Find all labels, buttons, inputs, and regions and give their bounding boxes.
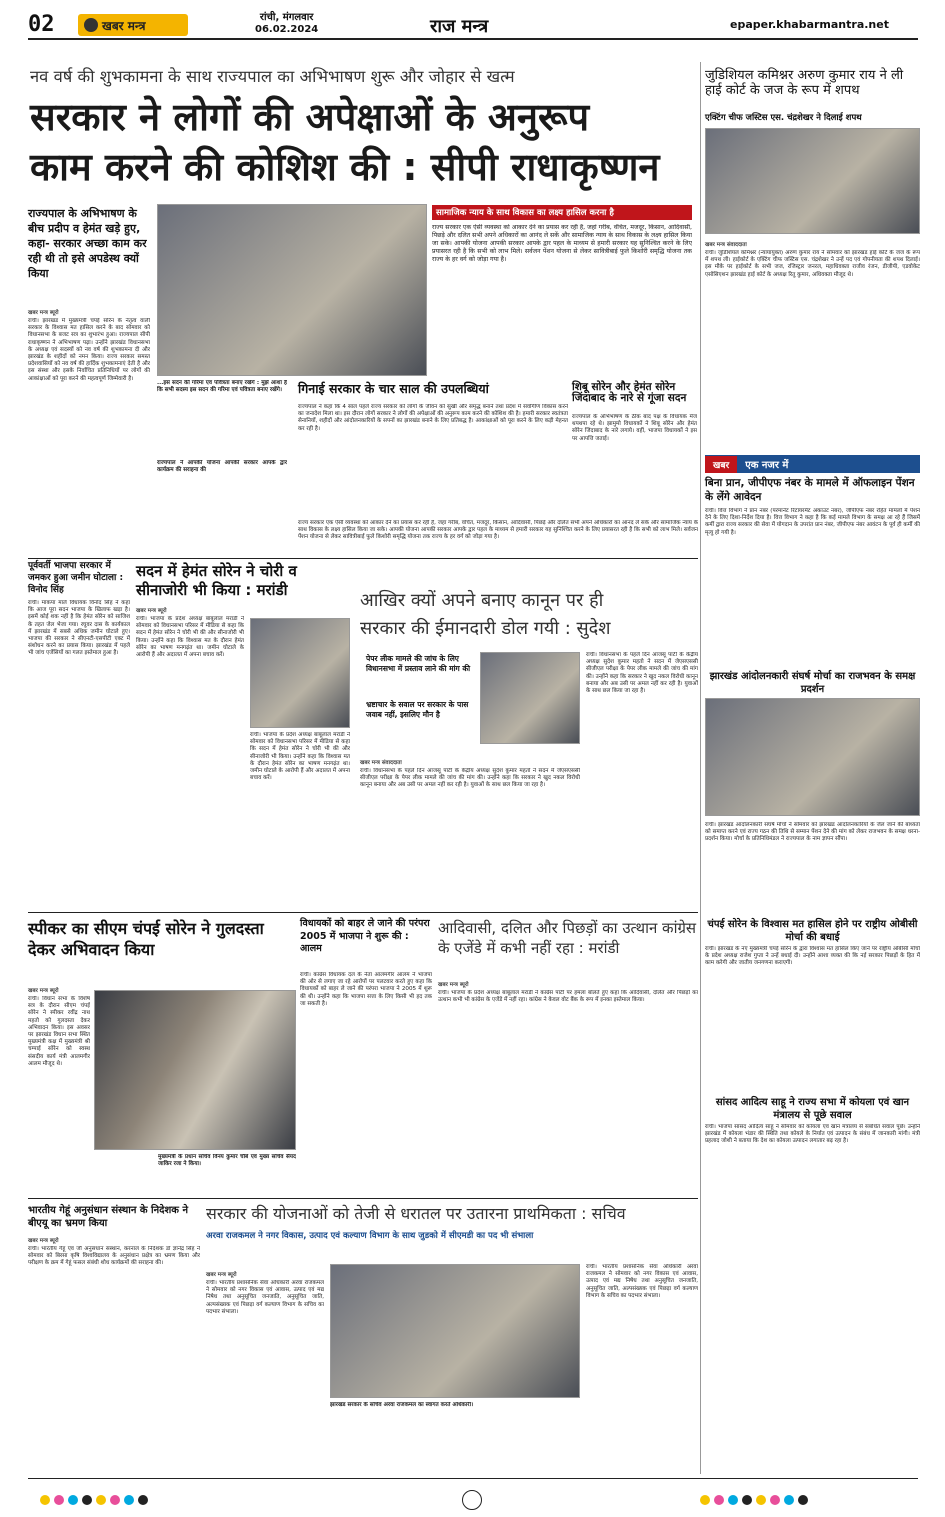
secretary-caption: झारखंड सरकार के सचिव अरवा राजकमल का स्वागत करते अधिकारी। bbox=[330, 1402, 474, 1408]
ek-nazar-body: रांची। वित्त विभाग ने प्रान नंबर (परमानेंट रिटायरमेंट अकाउंट नंबर), जीपीएफ नंबर रहित मामलों में पेंशन देने के लिए दिशा-निर्देश दिया है। वित्त विभाग ने कहा है कि कई मामले विभाग के समक्ष आ रहे हैं जिसमें कर्मी द्वारा राज्य सरकार की सेवा में योगदान के उपरांत प्रान नंबर, जीपीएफ नंबर आवंटन के पूर्व ही कर्मी की मृत्यु हो गयी है। bbox=[705, 508, 920, 536]
masthead bbox=[0, 0, 945, 44]
gains-headline: गिनाई सरकार के चार साल की उपलब्धियां bbox=[298, 381, 489, 396]
issue-date: 06.02.2024 bbox=[255, 24, 319, 35]
alam-body: रांची। कांग्रेस विधायक दल के नेता आलमगीर आलम ने भाजपा की ओर से लगाए जा रहे आरोपों पर पलटवार करते हुए कहा कि विधायकों को बाहर ले जाने की परंपरा भाजपा ने 2005 में शुरू की थी। उन्होंने कहा कि भाजपा सत्ता के लिए किसी भी हद तक जा सकती है। bbox=[300, 972, 432, 1007]
secretary-body: रांची। भारतीय प्रशासनिक सेवा अधिकारी अरवा राजकमल ने सोमवार को नगर विकास एवं आवास, उत्पाद एवं मद्य निषेध तथा अनुसूचित जनजाति, अनुसूचित जाति, अल्पसंख्यक एवं पिछड़ा वर्ग कल्याण विभाग के सचिव का पदभार संभाला। bbox=[206, 1280, 324, 1315]
judge-subhead: एक्टिंग चीफ जस्टिस एस. चंद्रशेखर ने दिलाई शपथ bbox=[705, 113, 862, 123]
sudesh-bullet-2: भ्रष्टाचार के सवाल पर सरकार के पास जवाब नहीं, इसलिए मौन है bbox=[366, 700, 469, 719]
col-rule-right bbox=[700, 62, 701, 1474]
brand-logo bbox=[78, 14, 188, 36]
lead-subhead: राज्यपाल के अभिभाषण के बीच प्रदीप व हेमंत खड़े हुए, कहा- सरकार अच्छा काम कर रही थी तो इसे अपडेस्थ क्यों किया bbox=[28, 207, 147, 280]
btech-byline: खबर मन्त्र ब्यूरो bbox=[28, 1238, 59, 1244]
city-day: रांची, मंगलवार bbox=[259, 12, 314, 23]
aditya-headline: सांसद आदित्य साहू ने राज्य सभा में कोयला एवं खान मंत्रालय से पूछे सवाल bbox=[715, 1097, 910, 1121]
ek-nazar-banner bbox=[705, 455, 920, 473]
sudesh-body: रांची। विधानसभा के पहले दिन आजसू पार्टी के केंद्रीय अध्यक्ष सुदेश कुमार महतो ने सदन में जेएसएससी सीजीएल परीक्षा के पेपर लीक मामले की जांच की मांग की। उन्होंने कहा कि सरकार ने खुद नकल विरोधी कानून बनाया और अब उसी पर अमल नहीं कर रही है। युवाओं के साथ छल किया जा रहा है। bbox=[360, 768, 580, 789]
marandi-body-2: रांची। भाजपा के प्रदेश अध्यक्ष बाबूलाल मरांडी ने सोमवार को विधानसभा परिसर में मीडिया से कहा कि सदन में हेमंत सोरेन ने चोरी भी की और सीनाजोरी भी किया। उन्होंने कहा कि विश्वास मत के दौरान हेमंत सोरेन का भाषण मनगढ़ंत था। जमीन घोटाले के आरोपी हैं और अदालत में अपना बचाव करें। bbox=[250, 732, 350, 782]
lead-continued: राज्य सरकार एक ऐसी व्यवस्था को आकार देने का प्रयास कर रही है, जहां गरीब, वंचित, मजदूर, किसान, आदिवासी, पिछड़े और दलित सभी अपने अधिकारों का आनंद ले सकें और सामाजिक न्याय के साथ विकास के लक्ष्य हासिल किया जा सके। आपकी योजना आपकी सरकार आपके द्वार पहल के माध्यम से हमारी सरकार यह सुनिश्चित करने के लिए प्रयासरत रही है कि सभी को लाभ मिले। सर्वजन पेंशन योजना से लेकर सावित्रीबाई फुले किशोरी समृद्धि योजना तक राज्य के हर वर्ग को जोड़ा गया है। bbox=[298, 520, 698, 541]
secretary-photo bbox=[330, 1264, 580, 1398]
bouquet-photo bbox=[94, 990, 296, 1150]
brand-name: खबर मन्त्र bbox=[102, 18, 146, 33]
rally-headline: झारखंड आंदोलनकारी संघर्ष मोर्चा का राजभवन के समक्ष प्रदर्शन bbox=[709, 671, 916, 695]
speaker-body: रांची। विधान सभा के विशेष सत्र के दौरान सीएम चंपई सोरेन ने स्पीकर रवींद्र नाथ महतो को गुलदस्ता देकर अभिवादन किया। इस अवसर पर झारखंड विधान सभा स्थित मुख्यमंत्री कक्ष में मुख्यमंत्री श्री चम्पाई सोरेन को स्वस्थ संसदीय कार्य मंत्री आलमगीर आलम मौजूद थे। bbox=[28, 996, 90, 1067]
color-registration-dot bbox=[700, 1495, 710, 1505]
lead-body-col2: राज्य सरकार एक ऐसी व्यवस्था को आकार देने का प्रयास कर रही है, जहां गरीब, वंचित, मजदूर, किसान, आदिवासी, पिछड़े और दलित सभी अपने अधिकारों का आनंद ले सकें और सामाजिक न्याय के साथ विकास के लक्ष्य हासिल किया जा सके। आपकी योजना आपकी सरकार आपके द्वार पहल के माध्यम से हमारी सरकार यह सुनिश्चित करने के लिए प्रयासरत रही है कि सभी को लाभ मिले। सर्वजन पेंशन योजना से लेकर सावित्रीबाई फुले किशोरी समृद्धि योजना तक राज्य के हर वर्ग को जोड़ा गया है। bbox=[432, 224, 692, 263]
sudesh-photo bbox=[480, 652, 580, 744]
gains-body: राज्यपाल ने कहा कि 4 साल पहले राज्य सरकार को लोगों के जीवन को सुखी और समृद्ध बनाने तथा प्रदेश में सर्वांगीण विकास करने का जनादेश मिला था। इस दौरान लोगों सरकार ने लोगों की अपेक्षाओं की अनुरूप काम करने की कोशिश की है। हमारी सरकार स्वतंत्रता सेनानियों, शहीदों और आंदोलनकारियों के सपनों का झारखंड बनाने के लिए प्रतिबद्ध है। आकांक्षाओं को पूरा करने के लिए कड़ी मेहनत कर रही है। bbox=[298, 404, 568, 432]
judge-body: रांची। जुडिशियल कमिश्नर (न्यायायुक्त) अरुण कुमार राय ने सोमवार को झारखंड हाई कोर्ट के जज के रूप में शपथ ली। हाईकोर्ट के एक्टिंग चीफ जस्टिस एस. चंद्रशेखर ने उन्हें पद एवं गोपनीयता की शपथ दिलाई। इस मौके पर हाईकोर्ट के सभी जज, रजिस्ट्रार जनरल, महाधिवक्ता राजीव रंजन, डीजीपी, एडवोकेट एसोसिएशन झारखंड हाई कोर्ट के अध्यक्ष रितु कुमार, अधिवक्ता मौजूद थे। bbox=[705, 250, 920, 278]
ek-nazar-tag: खबर bbox=[705, 456, 737, 473]
color-registration-dot bbox=[138, 1495, 148, 1505]
btech-headline: भारतीय गेहूं अनुसंधान संस्थान के निदेशक ने बीएयू का भ्रमण किया bbox=[28, 1205, 189, 1229]
color-registration-dot bbox=[798, 1495, 808, 1505]
marandi-headline: सदन में हेमंत सोरेन ने चोरी व सीनाजोरी भी किया : मरांडी bbox=[136, 562, 297, 599]
champai-headline: चंपई सोरेन के विश्वास मत हासिल होने पर राष्ट्रीय ओबीसी मोर्चा की बधाई bbox=[707, 919, 918, 943]
lead-caption: ...इस सदन की गरिमा एवं पवित्रता बनाए रखेंगे : मुझे आशा है कि सभी सदस्य इस सदन की गरिमा एवं पवित्रता बनाए रखेंगे। bbox=[157, 380, 287, 394]
row4-rule bbox=[28, 1198, 698, 1199]
speaker-caption: मुख्यमंत्री के प्रधान सचिव विनय कुमार चौबे एवं मुख्य सचिव सैयद जाकिर रजा ने किया। bbox=[158, 1154, 296, 1168]
color-registration-dot bbox=[82, 1495, 92, 1505]
color-registration-dot bbox=[40, 1495, 50, 1505]
secretary-body-right: रांची। भारतीय प्रशासनिक सेवा अधिकारी अरवा राजकमल ने सोमवार को नगर विकास एवं आवास, उत्पाद एवं मद्य निषेध तथा अनुसूचित जनजाति, अनुसूचित जाति, अल्पसंख्यक एवं पिछड़ा वर्ग कल्याण विभाग के सचिव का पदभार संभाला। bbox=[586, 1264, 698, 1299]
lead-headline-1: सरकार ने लोगों की अपेक्षाओं के अनुरूप bbox=[30, 95, 590, 139]
secretary-byline: खबर मन्त्र ब्यूरो bbox=[206, 1272, 237, 1278]
lead-headline-2: काम करने की कोशिश की : सीपी राधाकृष्णन bbox=[30, 145, 660, 189]
rally-body: रांची। झारखंड आंदोलनकारी संघर्ष मोर्चा ने सोमवार को झारखंड आंदोलनकारियों के जेल जाने की बाध्यता को समाप्त करने एवं राज्य गठन की तिथि से सम्मान पेंशन देने की मांग को लेकर राजभवन के समक्ष धरना-प्रदर्शन किया। मोर्चा के प्रतिनिधिमंडल ने राज्यपाल के नाम ज्ञापन सौंपा। bbox=[705, 822, 920, 843]
color-registration-dot bbox=[742, 1495, 752, 1505]
color-registration-dot bbox=[96, 1495, 106, 1505]
row2-rule bbox=[28, 558, 698, 559]
color-registration-dot bbox=[110, 1495, 120, 1505]
shibu-body: राज्यपाल के अभिभाषण के ठीक बाद पक्ष के विधायक मेज थपथपा रहे थे। झामुमो विधायकों ने शिबू सोरेन और हेमंत सोरेन जिंदाबाद के नारे लगाये। वहीं, भाजपा विधायकों ने इस पर आपत्ति जताई। bbox=[572, 414, 697, 442]
sudesh-body-right: रांची। विधानसभा के पहले दिन आजसू पार्टी के केंद्रीय अध्यक्ष सुदेश कुमार महतो ने सदन में जेएसएससी सीजीएल परीक्षा के पेपर लीक मामले की जांच की मांग की। उन्होंने कहा कि सरकार ने खुद नकल विरोधी कानून बनाया और अब उसी पर अमल नहीं कर रही है। युवाओं के साथ छल किया जा रहा है। bbox=[586, 652, 698, 695]
ek-nazar-label: एक नजर में bbox=[745, 460, 789, 471]
sudesh-bullet-1: पेपर लीक मामले की जांच के लिए विधानसभा में प्रस्ताव लाने की मांग की bbox=[366, 654, 471, 673]
color-registration-dot bbox=[714, 1495, 724, 1505]
registration-mark-icon bbox=[462, 1490, 482, 1510]
ek-nazar-headline: बिना प्रान, जीपीएफ नंबर के मामले में ऑफलाइन पेंशन के लेंगे आवेदन bbox=[705, 477, 915, 503]
color-registration-dot bbox=[68, 1495, 78, 1505]
logo-icon bbox=[84, 18, 98, 32]
secretary-subhead: अरवा राजकमल ने नगर विकास, उत्पाद एवं कल्याण विभाग के साथ जुडको में सीएमडी का पद भी संभाला bbox=[206, 1231, 534, 1241]
sunil-headline: पूर्ववर्ती भाजपा सरकार में जमकर हुआ जमीन घोटाला : विनोद सिंह bbox=[28, 561, 124, 595]
adivasi-body: रांची। भाजपा के प्रदेश अध्यक्ष बाबूलाल मरांडी ने कांग्रेस पार्टी पर हमला बोलते हुए कहा कि आदिवासी, दलित और पिछड़ों का उत्थान कभी भी कांग्रेस के एजेंडे में नहीं रहा। कांग्रेस ने केवल वोट बैंक के रूप में इनका इस्तेमाल किया। bbox=[438, 990, 698, 1004]
aditya-body: रांची। भाजपा सांसद आदित्य साहू ने सोमवार को कोयला एवं खान मंत्रालय से संबंधित सवाल पूछे। उन्होंने झारखंड में कोयला भंडार की स्थिति तथा कोयले के निर्यात एवं उत्पादन के संबंध में जानकारी मांगी। मंत्री प्रहलाद जोशी ने बताया कि देश का कोयला उत्पादन लगातार बढ़ रहा है। bbox=[705, 1124, 920, 1145]
adivasi-headline: आदिवासी, दलित और पिछड़ों का उत्थान कांग्रेस के एजेंडे में कभी नहीं रहा : मरांडी bbox=[438, 919, 697, 957]
shibu-headline: शिबू सोरेन और हेमंत सोरेन जिंदाबाद के नारे से गूंजा सदन bbox=[572, 381, 687, 405]
color-registration-dot bbox=[784, 1495, 794, 1505]
footer-dots-right bbox=[700, 1495, 808, 1505]
secretary-headline: सरकार की योजनाओं को तेजी से धरातल पर उतारना प्राथमिकता : सचिव bbox=[206, 1204, 626, 1223]
color-registration-dot bbox=[54, 1495, 64, 1505]
oath-photo bbox=[705, 128, 920, 234]
speaker-byline: खबर मन्त्र ब्यूरो bbox=[28, 988, 59, 994]
color-registration-dot bbox=[770, 1495, 780, 1505]
epaper-link[interactable]: epaper.khabarmantra.net bbox=[730, 18, 889, 31]
footer-dots-left bbox=[40, 1495, 148, 1505]
color-registration-dot bbox=[124, 1495, 134, 1505]
btech-body: रांची। भारतीय गेहूं एवं जौ अनुसंधान संस्थान, करनाल के निदेशक डॉ ज्ञानेंद्र सिंह ने सोमवार को बिरसा कृषि विश्वविद्यालय के अनुसंधान प्रक्षेत्र का भ्रमण किया और परीक्षण के क्रम में गेहूं फसल संबंधी शोध कार्यक्रमों की सराहना की। bbox=[28, 1246, 200, 1267]
rally-photo bbox=[705, 698, 920, 816]
adivasi-byline: खबर मन्त्र ब्यूरो bbox=[438, 982, 469, 988]
assembly-photo bbox=[157, 204, 427, 376]
lead-caption-2: राज्यपाल ने आपकी योजना आपकी सरकार आपके द्वार कार्यक्रम की सराहना की bbox=[157, 460, 287, 474]
marandi-photo bbox=[250, 618, 350, 728]
sudesh-headline-2: सरकार की ईमानदारी डोल गयी : सुदेश bbox=[360, 618, 611, 639]
champai-body: रांची। झारखंड के नए मुख्यमंत्री चंपई सोरेन के द्वारा विश्वास मत हासिल किए जाने पर राष्ट्रीय ओबीसी मोर्चा के प्रदेश अध्यक्ष राजेश गुप्ता ने उन्हें बधाई दी। उन्होंने आशा व्यक्त की कि नई सरकार पिछड़ों के हित में काम करेगी और जातीय जनगणना कराएगी। bbox=[705, 946, 920, 967]
lead-kicker: नव वर्ष की शुभकामना के साथ राज्यपाल का अभिभाषण शुरू और जोहार से खत्म bbox=[30, 67, 515, 86]
sudesh-byline: खबर मन्त्र संवाददाता bbox=[360, 760, 402, 766]
dateline bbox=[255, 12, 318, 36]
sunil-body: रांची। माकपा माले विधायक विनोद सिंह ने कहा कि आज पूरा सदन भाजपा के खिलाफ खड़ा है। इसमें कोई शक नहीं है कि हेमंत सोरेन को साजिश के तहत जेल भेजा गया। रघुवर दास के कार्यकाल में झारखंड में सबसे अधिक जमीन घोटाले हुए। भाजपा की सरकार ने सीएनटी-एसपीटी एक्ट में संशोधन करने का प्रयास किया। झारखंड में पहले भी जांच एजेंसियों का गलत इस्तेमाल हुआ है। bbox=[28, 600, 130, 657]
marandi-byline: खबर मन्त्र ब्यूरो bbox=[136, 608, 167, 614]
alam-headline: विधायकों को बाहर ले जाने की परंपरा 2005 में भाजपा ने शुरू की : आलम bbox=[300, 918, 430, 954]
lead-body-col1: रांची। झारखंड में मुख्यमंत्री चंपई सोरेन के नेतृत्व वाली सरकार के विश्वास मत हासिल करने के बाद सोमवार को विधानसभा के बजट सत्र का शुभारंभ हुआ। राज्यपाल सीपी राधाकृष्णन ने अभिभाषण पढ़ा। उन्होंने झारखंड विधानसभा के अध्यक्ष एवं सदस्यों को नव वर्ष की शुभकामना दी और झारखंड के शहीदों को नमन किया। राज्य सरकार समस्त प्रदेशवासियों को नव वर्ष की हार्दिक शुभकामनाएं देती है और इस संस्था और इसके निर्वाचित प्रतिनिधियों पर लोगों की आकांक्षाओं को पूरा करने की महत्वपूर्ण जिम्मेवारी है। bbox=[28, 318, 150, 382]
color-registration-dot bbox=[756, 1495, 766, 1505]
judge-byline: खबर मन्त्र संवाददाता bbox=[705, 242, 747, 248]
row3-rule bbox=[28, 912, 698, 913]
lead-red-band: सामाजिक न्याय के साथ विकास का लक्ष्य हासिल करना है bbox=[432, 205, 692, 220]
marandi-body-1: रांची। भाजपा के प्रदेश अध्यक्ष बाबूलाल मरांडी ने सोमवार को विधानसभा परिसर में मीडिया से कहा कि सदन में हेमंत सोरेन ने चोरी भी की और सीनाजोरी भी किया। उन्होंने कहा कि विश्वास मत के दौरान हेमंत सोरेन का भाषण मनगढ़ंत था। जमीन घोटाले के आरोपी हैं और अदालत में अपना बचाव करें। bbox=[136, 616, 244, 659]
speaker-headline: स्पीकर का सीएम चंपई सोरेन ने गुलदस्ता देकर अभिवादन किया bbox=[28, 919, 264, 959]
judge-headline: जुडिशियल कमिश्नर अरुण कुमार राय ने ली हाई कोर्ट के जज के रूप में शपथ bbox=[705, 68, 904, 98]
lead-byline: खबर मन्त्र ब्यूरो bbox=[28, 310, 59, 316]
footer-rule bbox=[28, 1478, 918, 1479]
section-name: राज मन्त्र bbox=[430, 16, 489, 37]
color-registration-dot bbox=[728, 1495, 738, 1505]
page-number: 02 bbox=[28, 12, 55, 37]
sudesh-headline-1: आखिर क्यों अपने बनाए कानून पर ही bbox=[360, 590, 604, 611]
